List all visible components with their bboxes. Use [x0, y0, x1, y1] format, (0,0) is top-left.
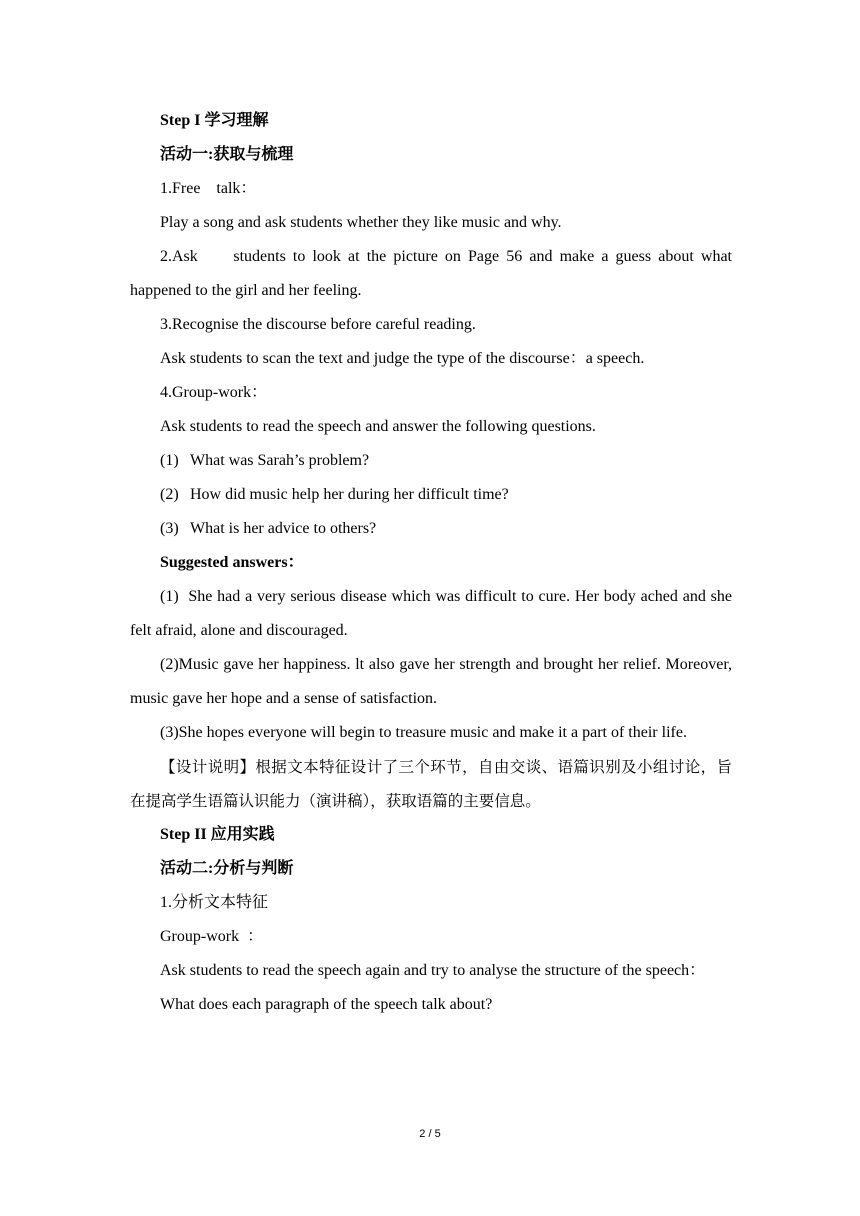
group-work-label: 4.Group-work： — [160, 384, 268, 401]
analyse-structure-paragraph: Ask students to read the speech again and try to analyse the structure of the speech： — [160, 962, 706, 979]
question-text: How did music help her during her difficult time? — [190, 486, 509, 503]
step2-heading: Step II 应用实践 — [160, 826, 275, 843]
document-body — [130, 104, 736, 1022]
question-number: (3) — [160, 520, 179, 537]
free-talk-label: 1.Free talk： — [160, 180, 257, 197]
question-number: (2) — [160, 486, 179, 503]
group-work2-label: Group-work ： — [160, 928, 264, 945]
page-number: 2 / 5 — [419, 1128, 441, 1140]
question-number: (1) — [160, 452, 179, 469]
free-talk-description: Play a song and ask students whether they like music and why. — [160, 214, 562, 231]
question-text: What was Sarah’s problem? — [190, 452, 370, 469]
group-work-description: Ask students to read the speech and answer the following questions. — [160, 418, 596, 435]
answer-paragraph: (3)She hopes everyone will begin to treasure music and make it a part of their life. — [160, 724, 687, 741]
question-item — [130, 444, 732, 478]
suggested-answers-heading: Suggested answers： — [160, 554, 304, 571]
answer-paragraph: (1) She had a very serious disease which was difficult to cure. Her body ached and she felt afraid, alone and discouraged. — [130, 588, 736, 639]
design-note: 【设计说明】根据文本特征设计了三个环节，自由交谈、语篇识别及小组讨论，旨在提高学生语篇认识能力（演讲稿），获取语篇的主要信息。 — [130, 758, 732, 810]
question-item — [130, 478, 732, 512]
question-item — [130, 512, 732, 546]
analyse-features-label: 1.分析文本特征 — [160, 894, 269, 911]
paragraph-question: What does each paragraph of the speech talk about? — [160, 996, 493, 1013]
recognise-paragraph: 3.Recognise the discourse before careful reading. — [160, 316, 476, 333]
step1-heading: Step I 学习理解 — [160, 112, 269, 129]
answer-paragraph: (2)Music gave her happiness. lt also gave her strength and brought her relief. Moreover, music gave her hope and a sense of satisfaction. — [130, 656, 732, 707]
activity1-heading: 活动一:获取与梳理 — [160, 146, 294, 163]
ask-picture-paragraph: 2.Ask students to look at the picture on Page 56 and make a guess about what happened to the girl and her feeling. — [130, 248, 736, 299]
scan-text-paragraph: Ask students to scan the text and judge the type of the discourse：a speech. — [160, 350, 645, 367]
activity2-heading: 活动二:分析与判断 — [160, 860, 294, 877]
question-text: What is her advice to others? — [190, 520, 377, 537]
